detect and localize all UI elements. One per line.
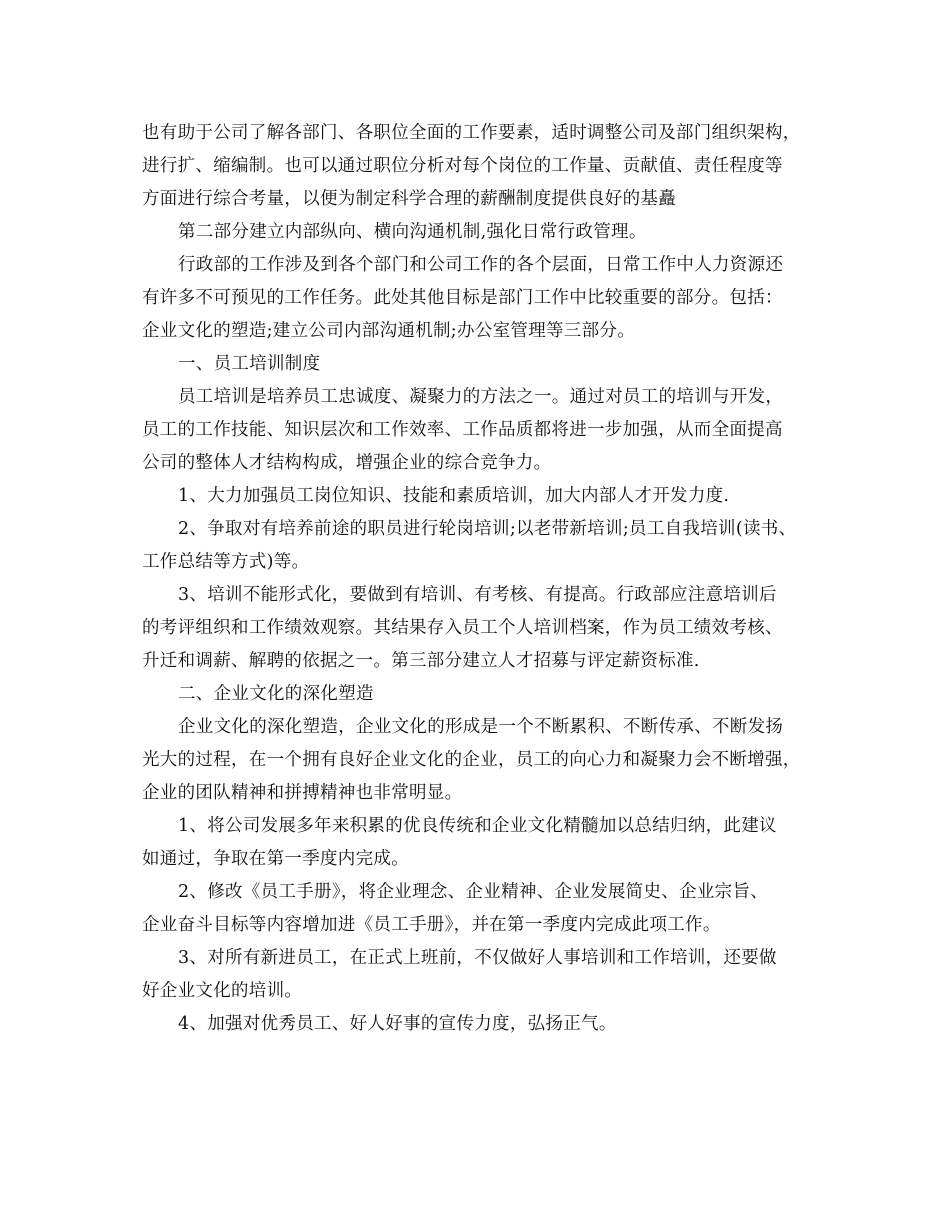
text-line: 也有助于公司了解各部门、各职位全面的工作要素，适时调整公司及部门组织架构， — [142, 123, 801, 143]
text-line: 工作总结等方式)等。 — [142, 552, 310, 572]
text-line: 第二部分建立内部纵向、横向沟通机制,强化日常行政管理。 — [178, 222, 647, 242]
text-line: 企业文化的塑造;建立公司内部沟通机制;办公室管理等三部分。 — [142, 321, 635, 341]
text-line: 1、大力加强员工岗位知识、技能和素质培训，加大内部人才开发力度. — [178, 486, 730, 506]
text-line: 员工培训是培养员工忠诚度、凝聚力的方法之一。通过对员工的培训与开发， — [178, 387, 784, 407]
text-line: 3、对所有新进员工，在正式上班前，不仅做好人事培训和工作培训，还要做 — [178, 948, 777, 968]
text-line: 如通过，争取在第一季度内完成。 — [142, 849, 409, 869]
text-line: 员工的工作技能、知识层次和工作效率、工作品质都将进一步加强，从而全面提高 — [142, 420, 783, 440]
text-line: 2、修改《员工手册》，将企业理念、企业精神、企业发展简史、企业宗旨、 — [178, 882, 769, 902]
document-body — [142, 117, 818, 1041]
text-line: 4、加强对优秀员工、好人好事的宣传力度，弘扬正气。 — [178, 1014, 617, 1034]
text-line: 2、争取对有培养前途的职员进行轮岗培训;以老带新培训;员工自我培训(读书、 — [178, 519, 797, 539]
text-line: 光大的过程，在一个拥有良好企业文化的企业，员工的向心力和凝聚力会不断增强， — [142, 750, 801, 770]
text-line: 好企业文化的培训。 — [142, 981, 303, 1001]
text-line: 3、培训不能形式化，要做到有培训、有考核、有提高。行政部应注意培训后 — [178, 585, 777, 605]
text-line: 一、员工培训制度 — [178, 354, 321, 374]
text-line: 的考评组织和工作绩效观察。其结果存入员工个人培训档案，作为员工绩效考核、 — [142, 618, 783, 638]
text-line: 进行扩、缩编制。也可以通过职位分析对每个岗位的工作量、贡献值、责任程度等 — [142, 156, 783, 176]
text-line: 升迁和调薪、解聘的依据之一。第三部分建立人才招募与评定薪资标准. — [142, 651, 700, 671]
text-line: 方面进行综合考量，以便为制定科学合理的薪酬制度提供良好的基矗 — [142, 189, 676, 209]
text-line: 行政部的工作涉及到各个部门和公司工作的各个层面，日常工作中人力资源还 — [178, 255, 784, 275]
text-line: 二、企业文化的深化塑造 — [178, 684, 374, 704]
text-line: 有许多不可预见的工作任务。此处其他目标是部门工作中比较重要的部分。包括： — [142, 288, 783, 308]
text-line: 企业的团队精神和拼搏精神也非常明显。 — [142, 783, 463, 803]
text-line: 公司的整体人才结构构成，增强企业的综合竞争力。 — [142, 453, 552, 473]
text-line: 1、将公司发展多年来积累的优良传统和企业文化精髓加以总结归纳，此建议 — [178, 816, 777, 836]
text-line: 企业奋斗目标等内容增加进《员工手册》，并在第一季度内完成此项工作。 — [142, 915, 721, 935]
text-line: 企业文化的深化塑造，企业文化的形成是一个不断累积、不断传承、不断发扬 — [178, 717, 784, 737]
